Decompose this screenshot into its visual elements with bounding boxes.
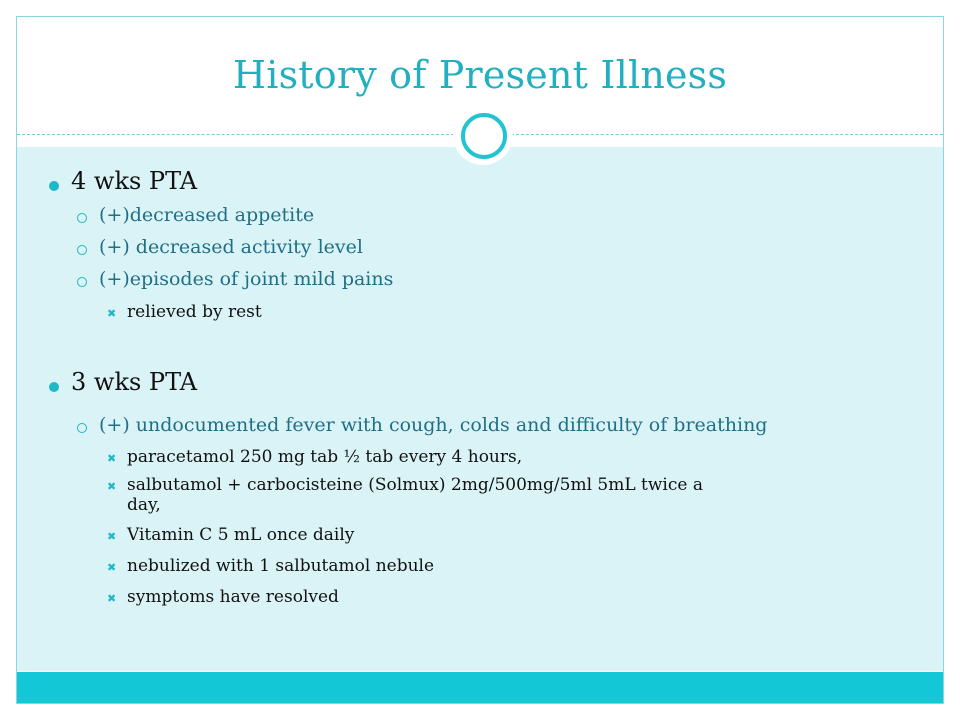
filled-circle-bullet-icon [49, 382, 59, 392]
list-item: (+)decreased appetite [99, 204, 315, 226]
ring-ornament-icon [461, 113, 507, 159]
sub-list-item-continuation: day, [127, 495, 161, 515]
hollow-circle-bullet-icon [77, 245, 87, 255]
slide-title: History of Present Illness [232, 53, 728, 97]
sub-list-item: nebulized with 1 salbutamol nebule [127, 556, 435, 576]
hollow-circle-bullet-icon [77, 423, 87, 433]
sub-list-item: Vitamin C 5 mL once daily [127, 525, 355, 545]
x-cross-bullet-icon: ✖ [107, 307, 117, 320]
filled-circle-bullet-icon [49, 181, 59, 191]
x-cross-bullet-icon: ✖ [107, 592, 117, 605]
hollow-circle-bullet-icon [77, 277, 87, 287]
hollow-circle-bullet-icon [77, 213, 87, 223]
sub-list-item: relieved by rest [127, 302, 262, 322]
x-cross-bullet-icon: ✖ [107, 480, 117, 493]
section-heading: 4 wks PTA [71, 167, 198, 195]
list-item: (+) decreased activity level [99, 236, 363, 258]
footer-bar [17, 672, 943, 703]
x-cross-bullet-icon: ✖ [107, 530, 117, 543]
slide-frame [16, 16, 944, 704]
x-cross-bullet-icon: ✖ [107, 561, 117, 574]
sub-list-item: salbutamol + carbocisteine (Solmux) 2mg/500mg/5ml 5mL twice a [127, 475, 703, 495]
x-cross-bullet-icon: ✖ [107, 452, 117, 465]
section-heading: 3 wks PTA [71, 368, 198, 396]
list-item: (+) undocumented fever with cough, colds and difficulty of breathing [99, 414, 768, 436]
sub-list-item: paracetamol 250 mg tab ½ tab every 4 hours, [127, 447, 523, 467]
sub-list-item: symptoms have resolved [127, 587, 339, 607]
list-item: (+)episodes of joint mild pains [99, 268, 394, 290]
